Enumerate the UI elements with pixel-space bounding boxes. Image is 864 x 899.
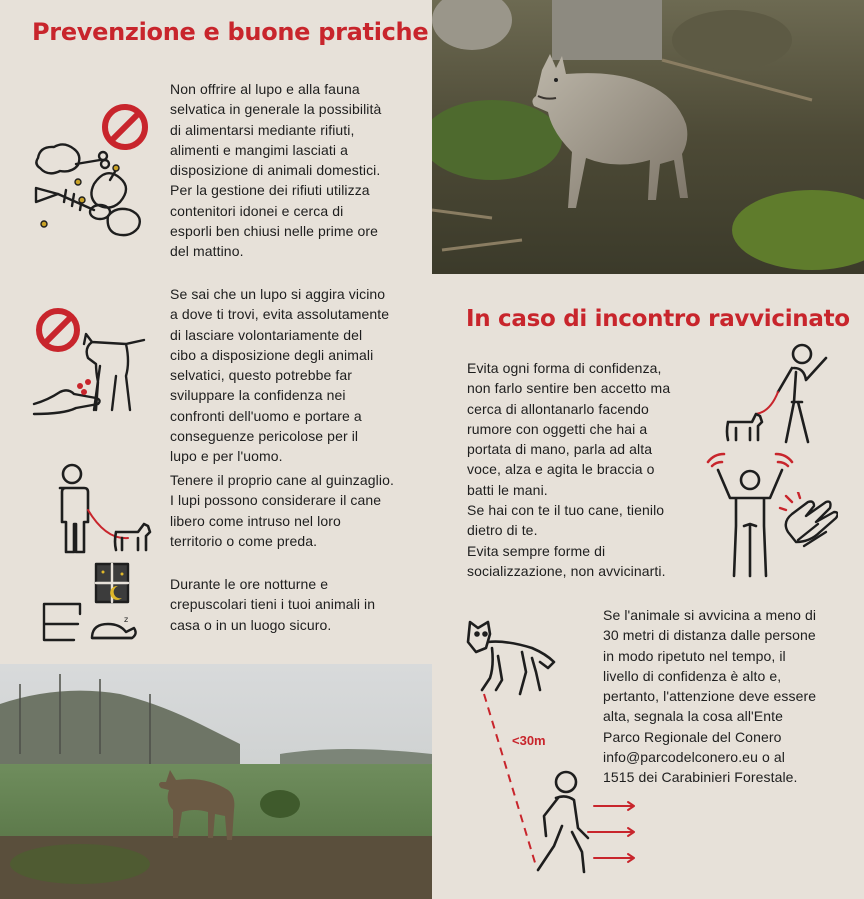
- wolf-icon: [462, 612, 562, 702]
- tip-food-waste-text: Non offrire al lupo e alla fauna selvatica in generale la possibilità di alimentarsi mediante rifiuti, alimenti e mangimi lasciati a disposizione di animali domestici. Per la gestione dei rifiuti utilizza contenitori idonei e cerca di esporli ben chiusi nelle prime ore del mattino.: [170, 81, 382, 260]
- clapping-hands-icon: [778, 492, 838, 554]
- svg-text:z: z: [124, 615, 129, 624]
- pets-indoors-at-night-icon: [40, 560, 140, 648]
- distance-label: <30m: [512, 733, 546, 748]
- section-title-close-encounter: In caso di incontro ravvicinato: [466, 306, 850, 332]
- section-title-prevention: Prevenzione e buone pratiche: [32, 18, 429, 46]
- no-feeding-wildlife-icon: [32, 304, 152, 424]
- tip-feeding-text: Se sai che un lupo si aggira vicino a dove ti trovi, evita assolutamente di lasciare volontariamente del cibo a disposizione degli animali selvatici, questo potrebbe far sviluppare la confidenza nei confronti dell'uomo e portare a conseguenze pericolose per il lupo e per l'uomo.: [170, 286, 390, 465]
- encounter-advice-text: Evita ogni forma di confidenza, non farlo sentire ben accetto ma cerca di allontanarlo facendo rumore con oggetti che hai a portata di mano, parla ad alta voce, alza e agita le braccia o batti le mani. Se hai con te il tuo cane, tienilo dietro di te. Evita sempre forme di socializzazione, non avvicinarti.: [467, 360, 671, 579]
- no-food-waste-icon: [30, 96, 160, 246]
- tip-leash-text: Tenere il proprio cane al guinzaglio. I lupi possono considerare il cane libero come intruso nel loro territorio o come preda.: [170, 472, 394, 549]
- tip-night-text: Durante le ore notturne e crepuscolari tieni i tuoi animali in casa o in un luogo sicuro.: [170, 576, 376, 633]
- wolf-in-meadow-photo: [0, 664, 432, 899]
- report-advice-text: Se l'animale si avvicina a meno di 30 metri di distanza dalle persone in modo ripetuto nel tempo, il livello di confidenza è alto e, pertanto, l'attenzione deve essere alta, segnala la cosa all'Ente Parco Regionale del Conero info@parcodelconero.eu o al 1515 dei Carabinieri Forestale.: [603, 607, 817, 786]
- wolf-in-forest-photo: [432, 0, 864, 274]
- dog-on-leash-icon: [50, 462, 160, 557]
- person-walking-dog-icon: [722, 342, 834, 446]
